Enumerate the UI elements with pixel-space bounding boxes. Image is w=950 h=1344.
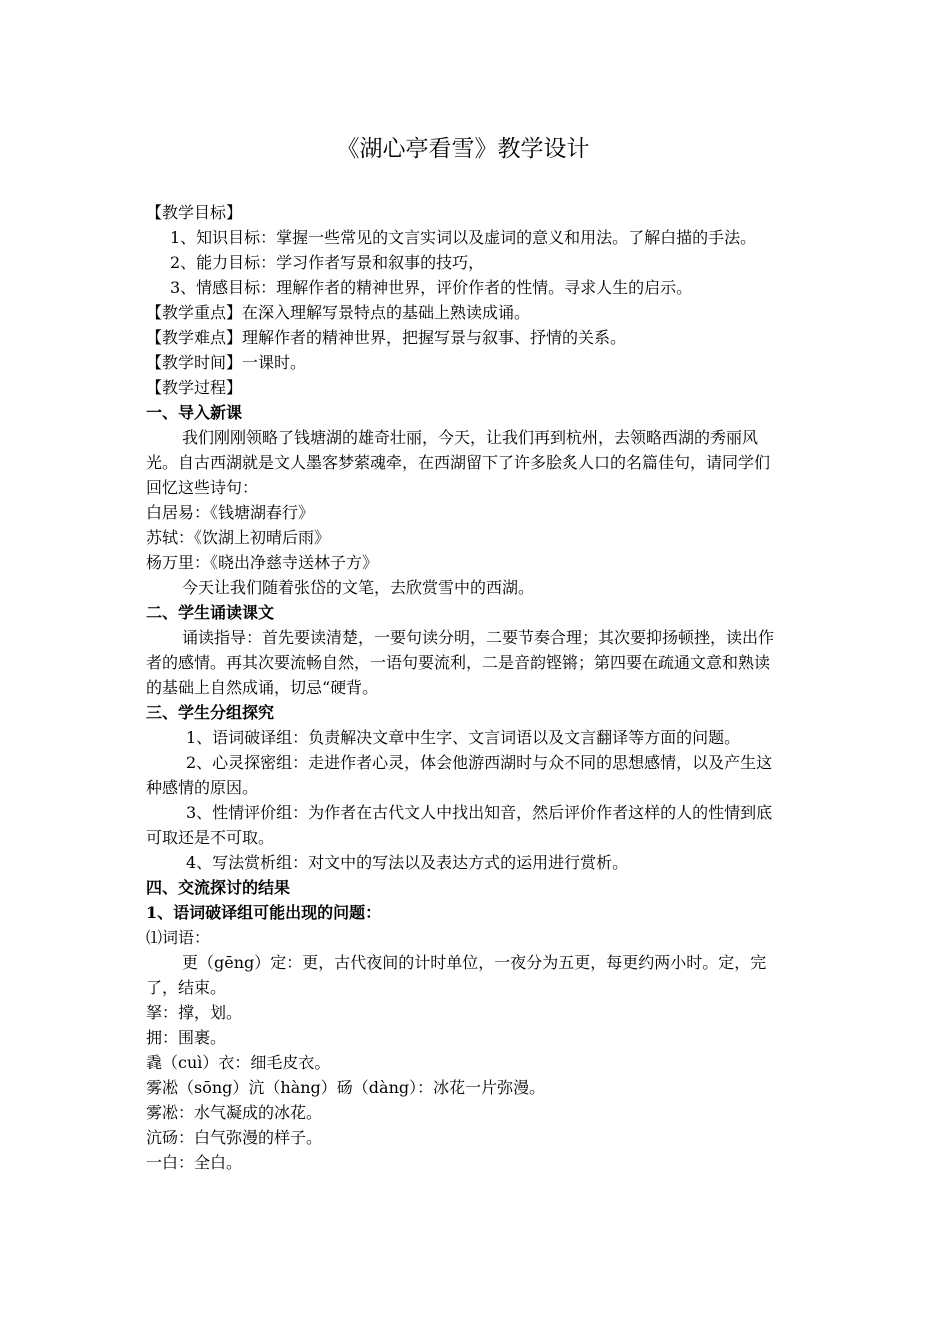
objective-knowledge: 1、知识目标：掌握一些常见的文言实词以及虚词的意义和用法。了解白描的手法。 — [170, 228, 757, 247]
objective-ability: 2、能力目标：学习作者写景和叙事的技巧， — [170, 253, 485, 272]
teaching-time: 【教学时间】一课时。 — [146, 353, 307, 372]
group-item: 2、心灵探密组：走进作者心灵，体会他游西湖时与众不同的思想感情，以及产生这种感情的原因。 — [146, 753, 773, 797]
difficulty-point: 【教学难点】理解作者的精神世界，把握写景与叙事、抒情的关系。 — [146, 328, 627, 347]
objective-emotion: 3、情感目标：理解作者的精神世界，评价作者的性情。寻求人生的启示。 — [170, 278, 693, 297]
section-heading-reading: 二、学生诵读课文 — [146, 603, 275, 622]
process-heading: 【教学过程】 — [146, 378, 243, 397]
vocab-item: 拏：撑，划。 — [146, 1003, 243, 1022]
reading-guidance: 诵读指导：首先要读清楚，一要句读分明，二要节奏合理；其次要抑扬顿挫，读出作者的感情。再其次要流畅自然，一语句要流利，二是音韵铿锵；第四要在疏通文意和熟读的基础上自然成诵，切忌“硬背。 — [146, 628, 775, 697]
poem-item: 白居易：《钱塘湖春行》 — [146, 503, 315, 522]
vocab-item: 更（gēng）定：更，古代夜间的计时单位，一夜分为五更，每更约两小时。定，完了，结束。 — [146, 953, 767, 997]
section-heading-groups: 三、学生分组探究 — [146, 703, 275, 722]
poem-item: 苏轼：《饮湖上初晴后雨》 — [146, 528, 331, 547]
vocab-item: 拥：围裹。 — [146, 1028, 227, 1047]
document-body — [146, 200, 780, 1175]
section-heading-intro: 一、导入新课 — [146, 403, 243, 422]
intro-closing: 今天让我们随着张岱的文笔，去欣赏雪中的西湖。 — [182, 578, 535, 597]
objectives-heading: 【教学目标】 — [146, 203, 243, 222]
vocab-item: 沆砀：白气弥漫的样子。 — [146, 1128, 323, 1147]
vocab-item: 雾凇（sōng）沆（hàng）砀（dàng）：冰花一片弥漫。 — [146, 1078, 546, 1097]
vocab-item: 毳（cuì）衣：细毛皮衣。 — [146, 1053, 331, 1072]
group-item: 4、写法赏析组：对文中的写法以及表达方式的运用进行赏析。 — [186, 853, 629, 872]
vocab-item: 一白：全白。 — [146, 1153, 243, 1172]
results-subheading: 1、语词破译组可能出现的问题： — [146, 903, 382, 922]
poem-item: 杨万里：《晓出净慈寺送林子方》 — [146, 553, 379, 572]
document-title: 《湖心亭看雪》教学设计 — [336, 136, 590, 162]
vocab-item: 雾凇：水气凝成的冰花。 — [146, 1103, 323, 1122]
intro-paragraph: 我们刚刚领略了钱塘湖的雄奇壮丽，今天，让我们再到杭州，去领略西湖的秀丽风光。自古西湖就是文人墨客梦萦魂牵，在西湖留下了许多脍炙人口的名篇佳句，请同学们回忆这些诗句： — [146, 428, 771, 497]
vocab-label: ⑴词语： — [146, 928, 211, 947]
group-item: 1、语词破译组：负责解决文章中生字、文言词语以及文言翻译等方面的问题。 — [186, 728, 741, 747]
group-item: 3、性情评价组：为作者在古代文人中找出知音，然后评价作者这样的人的性情到底可取还是不可取。 — [146, 803, 773, 847]
section-heading-results: 四、交流探讨的结果 — [146, 878, 291, 897]
key-point: 【教学重点】在深入理解写景特点的基础上熟读成诵。 — [146, 303, 531, 322]
